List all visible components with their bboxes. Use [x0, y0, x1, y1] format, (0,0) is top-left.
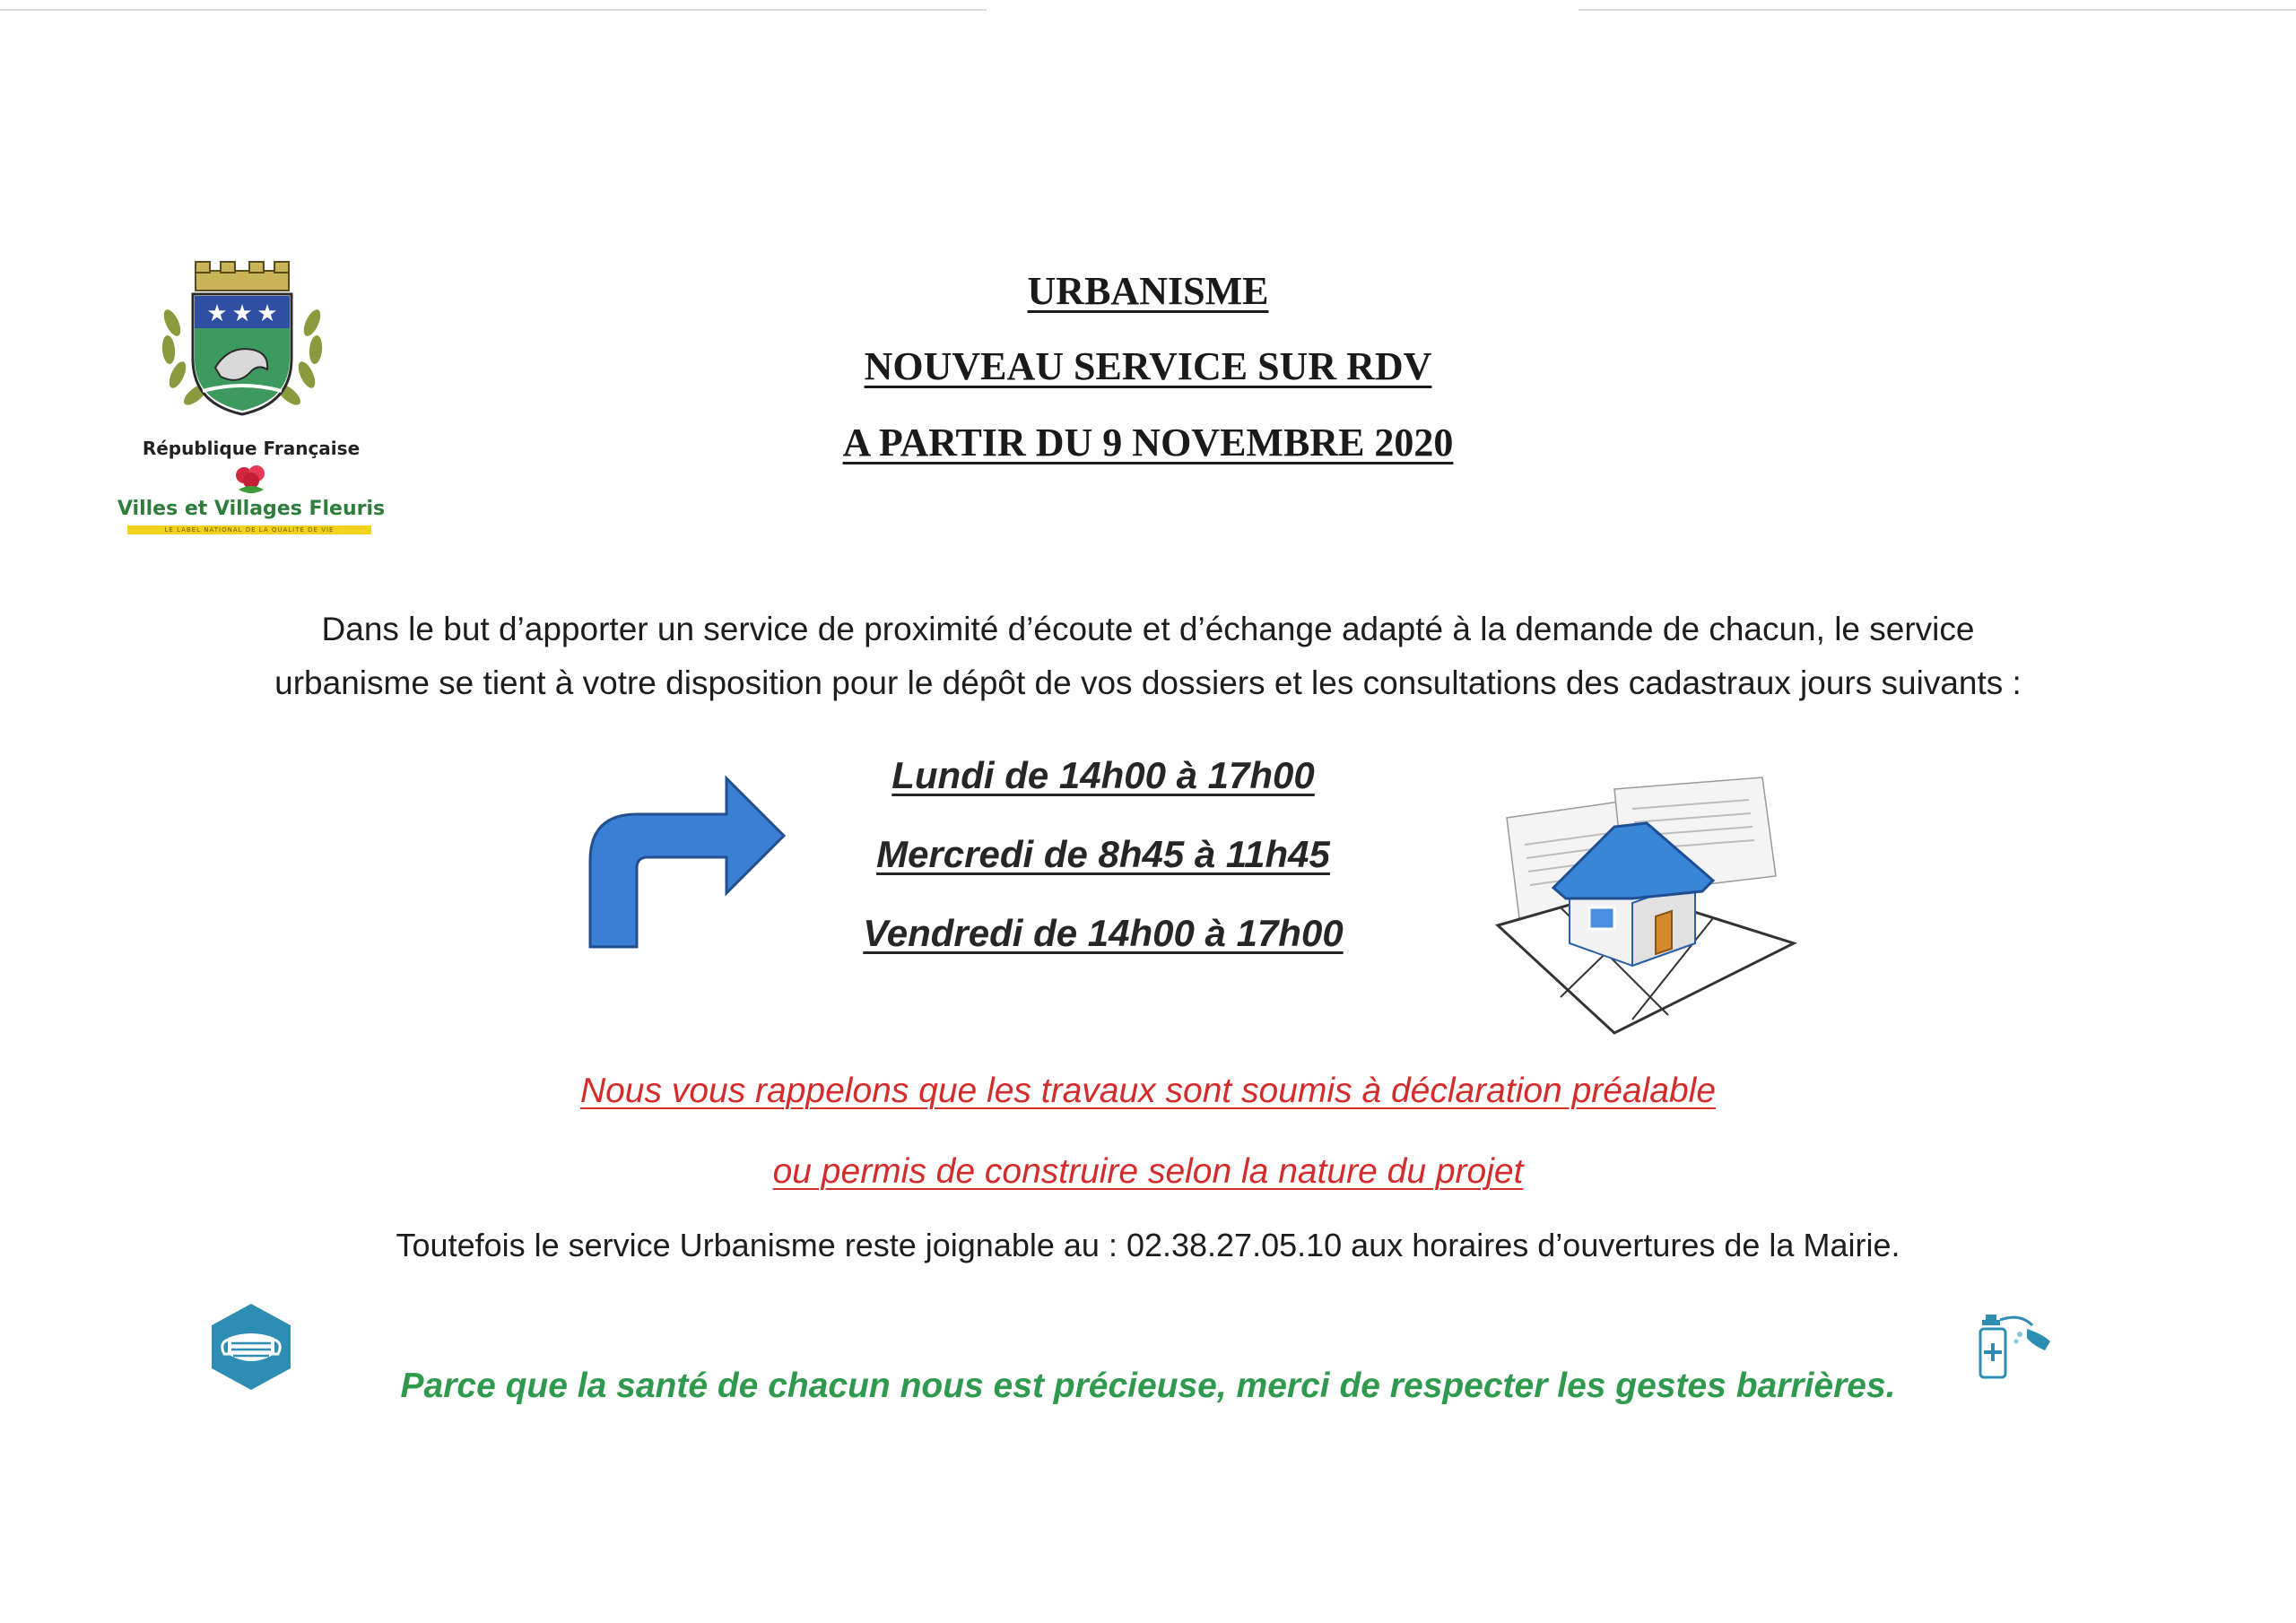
- svg-text:★: ★: [231, 300, 253, 327]
- svg-text:★: ★: [206, 300, 228, 327]
- title-text: URBANISME: [1027, 269, 1269, 313]
- intro-line-2: urbanisme se tient à votre disposition pour le dépôt de vos dossiers et les consultations des cadastraux jours suivants :: [274, 664, 2022, 701]
- scan-line-left: [0, 9, 987, 11]
- reminder-line-1: [0, 1067, 2296, 1115]
- health-message: Parce que la santé de chacun nous est précieuse, merci de respecter les gestes barrières.: [400, 1367, 1896, 1405]
- label-band: LE LABEL NATIONAL DE LA QUALITÉ DE VIE: [127, 525, 371, 534]
- subtitle-text: NOUVEAU SERVICE SUR RDV: [864, 344, 1432, 388]
- start-date-text: A PARTIR DU 9 NOVEMBRE 2020: [842, 421, 1454, 464]
- flower-icon: [231, 463, 271, 499]
- schedule-monday: [744, 751, 1462, 800]
- schedule-wednesday: [744, 830, 1462, 879]
- page-subtitle: [0, 343, 2296, 391]
- villes-villages-fleuris-label: Villes et Villages Fleuris: [117, 498, 386, 520]
- intro-paragraph: [179, 603, 2117, 710]
- scan-line-right: [1578, 9, 2296, 11]
- schedule-monday-text: Lundi de 14h00 à 17h00: [891, 754, 1315, 796]
- reminder-line-2-text: ou permis de construire selon la nature du projet: [772, 1152, 1524, 1191]
- house-plans-illustration: [1489, 773, 1812, 1042]
- start-date-line: [0, 419, 2296, 467]
- schedule-wednesday-text: Mercredi de 8h45 à 11h45: [876, 833, 1330, 875]
- republique-francaise-text: République Française: [142, 438, 361, 459]
- reminder-line-1-text: Nous vous rappelons que les travaux sont soumis à déclaration préalable: [579, 1072, 1717, 1110]
- intro-line-1: Dans le but d’apporter un service de proximité d’écoute et d’échange adapté à la demande de chacun, le service: [321, 611, 1975, 647]
- schedule-friday: [744, 909, 1462, 958]
- svg-text:★: ★: [257, 300, 278, 327]
- contact-line: Toutefois le service Urbanisme reste joignable au : 02.38.27.05.10 aux horaires d’ouvertures de la Mairie.: [396, 1227, 1900, 1263]
- reminder-line-2: [0, 1148, 2296, 1196]
- page-title: [0, 267, 2296, 316]
- schedule-friday-text: Vendredi de 14h00 à 17h00: [863, 912, 1344, 954]
